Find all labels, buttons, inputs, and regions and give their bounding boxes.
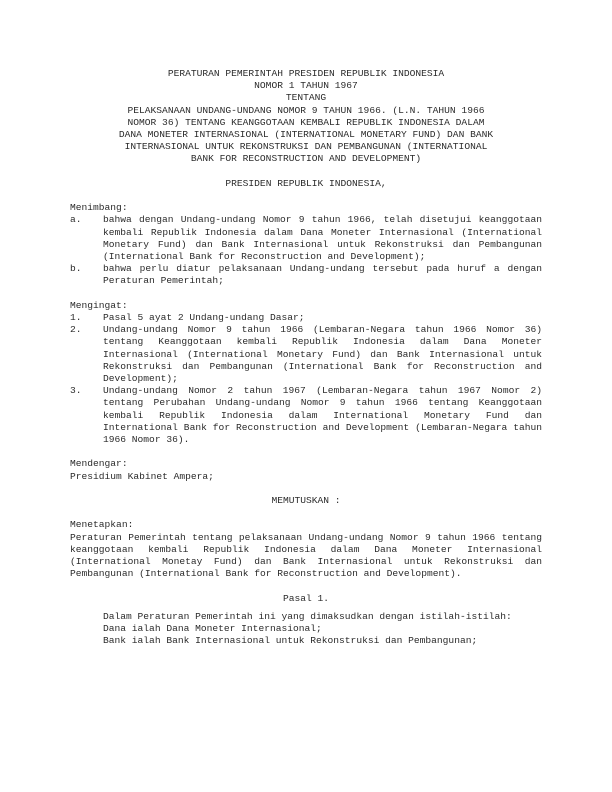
mendengar-label: Mendengar:	[70, 458, 128, 470]
title-line-8: BANK FOR RECONSTRUCTION AND DEVELOPMENT)	[190, 153, 422, 165]
spacer	[70, 190, 542, 202]
list-text: bahwa perlu diatur pelaksanaan Undang-undang tersebut pada huruf a dengan Peraturan Pemerintah;	[103, 263, 542, 287]
title-line-1: PERATURAN PEMERINTAH PRESIDEN REPUBLIK INDONESIA	[167, 68, 445, 79]
mendengar-text: Presidium Kabinet Ampera;	[70, 470, 214, 482]
list-marker: 2.	[70, 324, 82, 336]
list-item	[70, 312, 542, 324]
menimbang-label: Menimbang:	[70, 202, 128, 214]
title-line-4: PELAKSANAAN UNDANG-UNDANG NOMOR 9 TAHUN 1966. (L.N. TAHUN 1966	[127, 104, 485, 116]
list-marker: b.	[70, 263, 82, 275]
spacer	[70, 483, 542, 495]
pasal-definition: Dana ialah Dana Moneter Internasional;	[103, 623, 322, 635]
document-content	[70, 68, 542, 647]
list-marker: 3.	[70, 385, 82, 397]
list-text: Undang-undang Nomor 9 tahun 1966 (Lembaran-Negara tahun 1966 Nomor 36) tentang Keanggotaan kembali Republik Indonesia dalam Dana Moneter Internasional (International Monetary Fund) dan Bank Internasional untuk Rekonstruksi dan Pembangunan (International Bank for Reconstruction and Development);	[103, 324, 542, 385]
spacer	[70, 166, 542, 178]
list-marker: a.	[70, 214, 82, 226]
mengingat-label: Mengingat:	[70, 299, 128, 311]
list-item	[70, 324, 542, 385]
title-line-3: TENTANG	[285, 92, 327, 104]
list-item	[70, 214, 542, 263]
spacer	[70, 580, 542, 592]
pasal-definition: Bank ialah Bank Internasional untuk Rekonstruksi dan Pembangunan;	[103, 635, 478, 647]
title-line-2: NOMOR 1 TAHUN 1967	[254, 80, 358, 92]
memutuskan-heading: MEMUTUSKAN :	[271, 495, 341, 507]
title-line-7: INTERNASIONAL UNTUK REKONSTRUKSI DAN PEMBANGUNAN (INTERNATIONAL	[124, 141, 488, 153]
pasal-intro: Dalam Peraturan Pemerintah ini yang dimaksudkan dengan istilah-istilah:	[103, 610, 512, 622]
authority-line: PRESIDEN REPUBLIK INDONESIA,	[225, 177, 387, 189]
spacer	[70, 446, 542, 458]
list-text: bahwa dengan Undang-undang Nomor 9 tahun 1966, telah disetujui keanggotaan kembali Republik Indonesia dalam Dana Moneter Internasional (International Monetary Fund) dan Bank Internasional untuk Rekonstruksi dan Pembangunan (International Bank for Reconstruction and Development);	[103, 214, 542, 263]
document-title-block	[70, 68, 542, 166]
list-marker: 1.	[70, 312, 82, 324]
menetapkan-label: Menetapkan:	[70, 519, 134, 531]
list-item	[70, 385, 542, 446]
menetapkan-text: Peraturan Pemerintah tentang pelaksanaan Undang-undang Nomor 9 tahun 1966 tentang keanggotaan kembali Republik Indonesia dalam Dana Moneter Internasional (International Monetay Fund) dan Bank Internasional untuk Rekonstruksi dan Pembangunan (International Bank for Reconstruction and Development).	[70, 531, 542, 580]
pasal-heading: Pasal 1.	[282, 592, 330, 604]
list-text: Pasal 5 ayat 2 Undang-undang Dasar;	[103, 312, 305, 324]
spacer	[70, 507, 542, 519]
menimbang-list	[70, 214, 542, 287]
mengingat-list	[70, 312, 542, 446]
spacer	[70, 288, 542, 300]
list-text: Undang-undang Nomor 2 tahun 1967 (Lembaran-Negara tahun 1967 Nomor 2) tentang Perubahan Undang-undang Nomor 9 tahun 1966 tentang Keanggotaan kembali Republik Indonesia dalam International Monetary Fund dan International Bank for Reconstruction and Development (Lembaran-Negara tahun 1966 Nomor 36).	[103, 385, 542, 446]
list-item	[70, 263, 542, 287]
title-line-5: NOMOR 36) TENTANG KEANGGOTAAN KEMBALI REPUBLIK INDONESIA DALAM	[127, 116, 485, 128]
title-line-6: DANA MONETER INTERNASIONAL (INTERNATIONAL MONETARY FUND) DAN BANK	[118, 129, 494, 141]
